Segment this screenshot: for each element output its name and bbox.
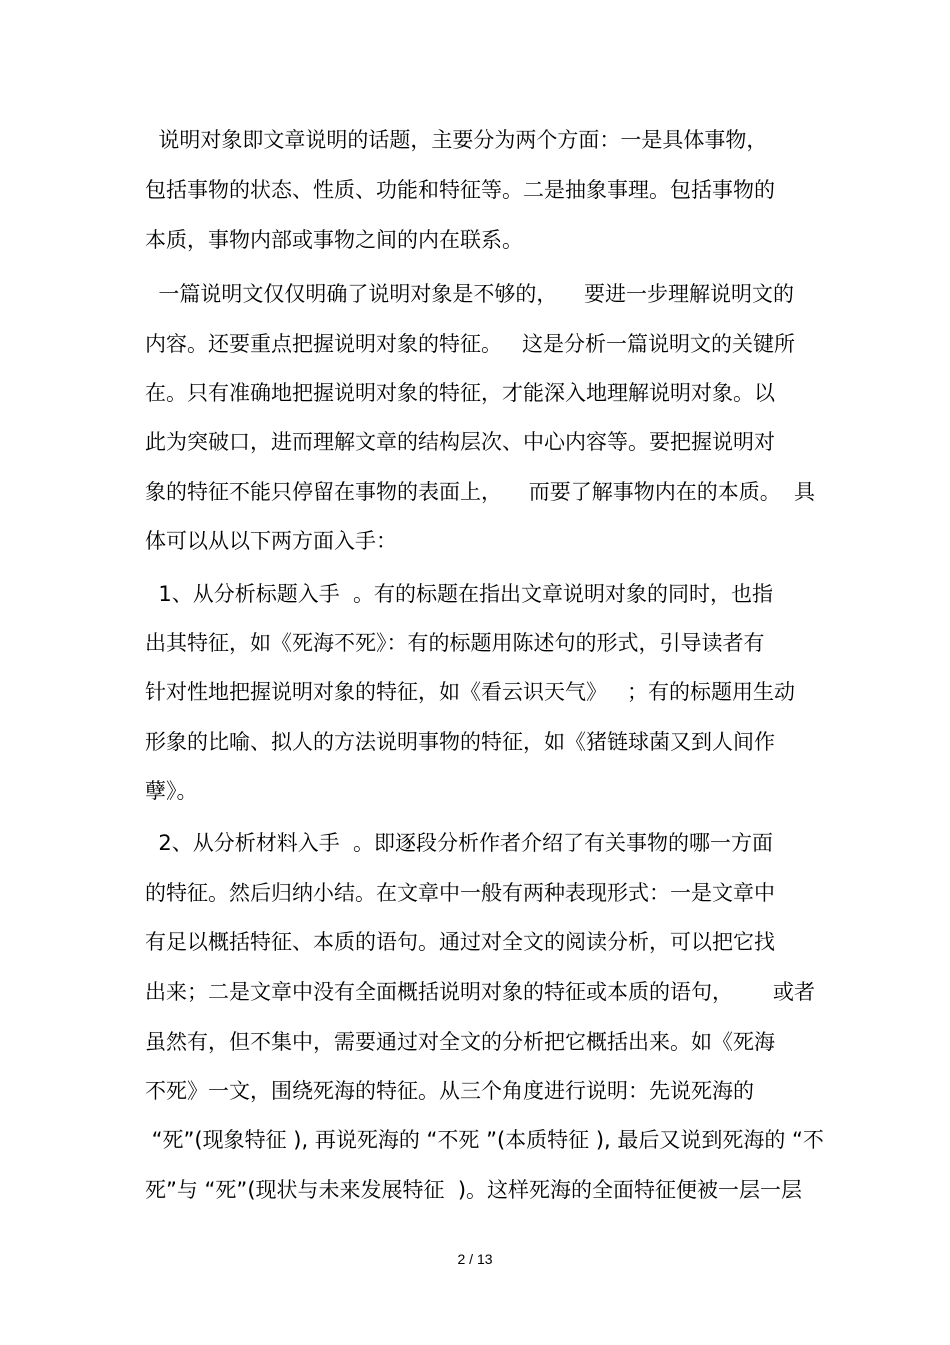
text-line: 孽》。 [145,779,198,803]
text-line: “死”(现象特征 ), 再说死海的 “不死 ”(本质特征 ), 最后又说到死海的 “不 [145,1128,824,1152]
text-line: 有足以概括特征、本质的语句。通过对全文的阅读分析，可以把它找 [145,930,775,954]
text-line: 一篇说明文仅仅明确了说明对象是不够的， 要进一步理解说明文的 [145,282,795,306]
text-line: 在。只有准确地把握说明对象的特征，才能深入地理解说明对象。以 [145,381,775,405]
text-line: 体可以从以下两方面入手： [145,529,397,553]
text-line: 不死》一文，围绕死海的特征。从三个角度进行说明：先说死海的 [145,1079,754,1103]
text-line: 死”与 “死”(现状与未来发展特征 )。这样死海的全面特征便被一层一层 [145,1178,803,1202]
text-line: 2、从分析材料入手 。即逐段分析作者介绍了有关事物的哪一方面 [145,831,774,855]
text-line: 出来；二是文章中没有全面概括说明对象的特征或本质的语句， 或者 [145,980,816,1004]
text-line: 包括事物的状态、性质、功能和特征等。二是抽象事理。包括事物的 [145,178,775,202]
text-line: 象的特征不能只停留在事物的表面上， 而要了解事物内在的本质。 具 [145,480,816,504]
text-line: 内容。还要重点把握说明对象的特征。 这是分析一篇说明文的关键所 [145,332,796,356]
page-number: 2 / 13 [457,1251,493,1267]
text-line: 说明对象即文章说明的话题，主要分为两个方面：一是具体事物， [145,128,768,152]
text-line: 的特征。然后归纳小结。在文章中一般有两种表现形式：一是文章中 [145,881,775,905]
text-line: 形象的比喻、拟人的方法说明事物的特征，如《猪链球菌又到人间作 [145,730,775,754]
text-line: 1、从分析标题入手 。有的标题在指出文章说明对象的同时，也指 [145,582,774,606]
text-line: 此为突破口，进而理解文章的结构层次、中心内容等。要把握说明对 [145,430,775,454]
text-line: 虽然有，但不集中，需要通过对全文的分析把它概括出来。如《死海 [145,1030,775,1054]
text-line: 出其特征，如《死海不死》：有的标题用陈述句的形式，引导读者有 [145,631,765,655]
text-line: 针对性地把握说明对象的特征，如《看云识天气》 ；有的标题用生动 [145,680,796,704]
text-line: 本质，事物内部或事物之间的内在联系。 [145,228,523,252]
